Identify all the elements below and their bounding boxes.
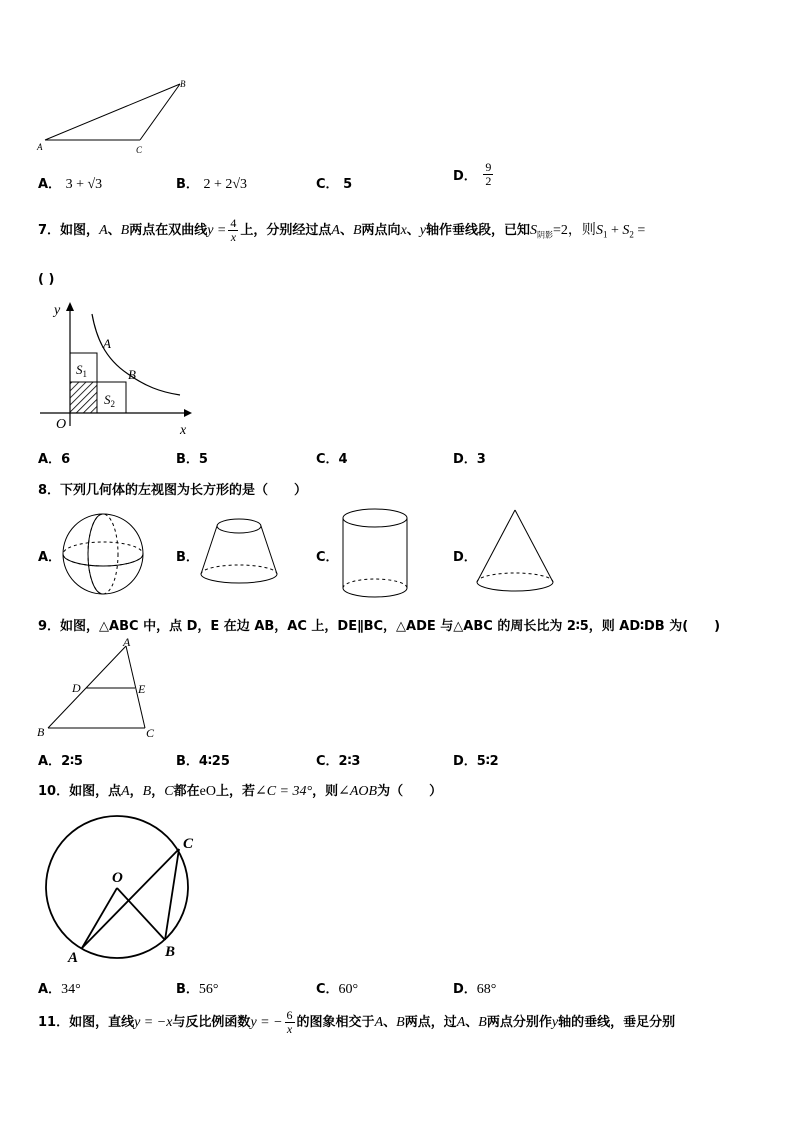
q7-point-a2: A bbox=[331, 223, 340, 238]
q10-label-c: C bbox=[183, 836, 194, 852]
q7-option-d[interactable] bbox=[453, 448, 486, 467]
q10-option-d[interactable] bbox=[453, 978, 496, 998]
q9-option-a-value: 2∶5 bbox=[61, 754, 83, 769]
q7-option-a-label: A． bbox=[38, 452, 62, 467]
q6-option-b-label: B． bbox=[176, 177, 199, 192]
q8-option-a-label[interactable]: A． bbox=[38, 550, 62, 565]
q7-option-b[interactable] bbox=[176, 448, 208, 467]
q7-fig-y-label: y bbox=[54, 303, 61, 318]
q7-fraction bbox=[228, 217, 238, 244]
q10-angle-aob: ∠AOB bbox=[338, 784, 378, 799]
q7-text-5: 轴作垂线段，已知 bbox=[426, 223, 531, 238]
q7-option-c-label: C． bbox=[316, 452, 339, 467]
q7-number: 7． bbox=[38, 223, 61, 238]
q10-circle-symbol: e bbox=[199, 784, 206, 799]
q7-point-a: A bbox=[99, 223, 108, 238]
q7-point-b: B bbox=[120, 223, 130, 238]
q8-option-b-label[interactable]: B． bbox=[176, 550, 199, 565]
q9-option-d-value: 5∶2 bbox=[476, 754, 499, 769]
frustum-figure bbox=[196, 516, 286, 588]
q6-option-d-denominator: 2 bbox=[485, 174, 492, 188]
q7-option-b-value: 5 bbox=[198, 452, 208, 467]
q7-text-3: 上，分别经过点 bbox=[240, 223, 332, 238]
q7-s-shadow: S bbox=[530, 223, 538, 238]
q7-hyperbola-figure bbox=[30, 296, 200, 436]
q7-stem bbox=[38, 216, 758, 251]
q7-frac-den: x bbox=[230, 230, 237, 244]
q6-label-b: B bbox=[180, 79, 186, 89]
q6-option-b[interactable] bbox=[176, 173, 247, 193]
q10-point-a: A bbox=[121, 784, 130, 799]
q11-text-4: 两点，过 bbox=[404, 1015, 457, 1030]
q11-sep2: 、 bbox=[465, 1015, 479, 1030]
q7-s-shadow-sub: 阴影 bbox=[537, 230, 554, 240]
q10-number: 10．如图，点 bbox=[38, 784, 122, 799]
q10-text-5: 为（ ） bbox=[377, 784, 443, 799]
q10-option-d-label: D． bbox=[453, 982, 477, 997]
q7-text-2: 两点在双曲线 bbox=[129, 223, 208, 238]
q11-point-a: A bbox=[374, 1015, 384, 1030]
q11-text-6: 轴的垂线，垂足分别 bbox=[558, 1015, 676, 1030]
q10-text-2: 都在 bbox=[173, 784, 200, 799]
q10-label-a: A bbox=[68, 950, 79, 966]
q10-option-c-label: C． bbox=[316, 982, 339, 997]
q11-point-a2: A bbox=[456, 1015, 466, 1030]
q7-option-a-value: 6 bbox=[61, 452, 71, 467]
q6-triangle-figure bbox=[30, 74, 200, 160]
q10-sep2: ， bbox=[151, 784, 165, 799]
q9-label-c: C bbox=[146, 726, 155, 740]
q9-label-a: A bbox=[123, 636, 131, 649]
q7-fig-b-label: B bbox=[128, 367, 136, 382]
q6-option-d[interactable] bbox=[453, 161, 495, 188]
q7-option-b-label: B． bbox=[176, 452, 199, 467]
q10-point-c: C bbox=[164, 784, 174, 799]
q10-text-3: 上，若 bbox=[215, 784, 255, 799]
q7-fig-x-label: x bbox=[180, 423, 187, 436]
q9-option-a-label: A． bbox=[38, 754, 62, 769]
q10-option-c[interactable] bbox=[316, 978, 358, 998]
q7-text-1: 如图， bbox=[60, 223, 100, 238]
q11-stem bbox=[38, 1008, 768, 1038]
q10-stem bbox=[38, 780, 442, 800]
q8-option-c-label[interactable]: C． bbox=[316, 550, 339, 565]
q6-option-d-fraction bbox=[483, 161, 493, 188]
q7-text-4: 两点向 bbox=[361, 223, 401, 238]
q7-s2: S bbox=[622, 223, 630, 238]
q11-line-eq: y = −x bbox=[134, 1015, 173, 1030]
q7-s1-sub: 1 bbox=[602, 229, 608, 240]
q10-point-b: B bbox=[142, 784, 152, 799]
q10-label-o: O bbox=[112, 870, 123, 886]
q10-circle-o: O bbox=[205, 784, 216, 799]
q7-option-d-value: 3 bbox=[476, 452, 486, 467]
q7-sep: 、 bbox=[107, 223, 121, 238]
q9-option-a[interactable] bbox=[38, 750, 83, 769]
q11-point-b2: B bbox=[478, 1015, 487, 1030]
q7-axis-y: y bbox=[419, 223, 427, 238]
q8-stem: 8．下列几何体的左视图为长方形的是（ ） bbox=[38, 483, 308, 498]
cylinder-figure bbox=[338, 506, 416, 602]
q6-option-b-value: 2 + 2√3 bbox=[203, 177, 248, 192]
q11-text-5: 两点分别作 bbox=[486, 1015, 552, 1030]
q9-triangle-figure bbox=[30, 636, 170, 742]
q10-option-c-value: 60° bbox=[338, 982, 359, 997]
q11-func-lhs: y = − bbox=[250, 1015, 283, 1030]
q11-point-b: B bbox=[396, 1015, 405, 1030]
q11-sep: 、 bbox=[383, 1015, 397, 1030]
q6-label-c: C bbox=[136, 145, 143, 155]
q7-axis-x: x bbox=[400, 223, 407, 238]
q10-option-b[interactable] bbox=[176, 978, 219, 998]
q10-option-a-label: A． bbox=[38, 982, 62, 997]
q7-s2-sub: 2 bbox=[629, 229, 634, 240]
q7-eq2: =2，则 bbox=[553, 223, 596, 238]
q10-sep1: ， bbox=[129, 784, 143, 799]
q11-text-2: 与反比例函数 bbox=[172, 1015, 251, 1030]
q9-stem: 9．如图，△ABC 中，点 D，E 在边 AB，AC 上，DE∥BC，△ADE 与△ABC 的周长比为 2∶5，则 AD∶DB 为( ) bbox=[38, 619, 721, 634]
q7-option-a[interactable] bbox=[38, 448, 70, 467]
q7-s1: S bbox=[595, 223, 603, 238]
q6-option-a[interactable] bbox=[38, 173, 102, 193]
q9-option-c[interactable] bbox=[316, 750, 360, 769]
q11-text-3: 的图象相交于 bbox=[296, 1015, 375, 1030]
q7-eq3: = bbox=[633, 223, 646, 238]
q9-option-d-label: D． bbox=[453, 754, 477, 769]
q9-option-b-label: B． bbox=[176, 754, 199, 769]
q7-fig-o-label: O bbox=[56, 417, 67, 432]
q9-option-b[interactable] bbox=[176, 750, 230, 769]
q9-option-c-label: C． bbox=[316, 754, 339, 769]
q10-text-4: ，则 bbox=[312, 784, 339, 799]
q6-option-a-label: A． bbox=[38, 177, 62, 192]
q9-option-d[interactable] bbox=[453, 750, 499, 769]
q11-axis-y: y bbox=[551, 1015, 559, 1030]
q6-option-d-label: D． bbox=[453, 169, 477, 184]
q7-plus: + bbox=[607, 223, 623, 238]
q10-circle-figure bbox=[30, 812, 210, 972]
q9-option-b-value: 4∶25 bbox=[198, 754, 230, 769]
q7-point-b2: B bbox=[352, 223, 362, 238]
q9-label-d: D bbox=[72, 681, 81, 695]
q9-label-e: E bbox=[138, 682, 146, 696]
q10-option-b-label: B． bbox=[176, 982, 199, 997]
q6-option-d-numerator: 9 bbox=[485, 160, 492, 174]
q11-frac-num: 6 bbox=[286, 1008, 293, 1022]
q7-eq-lhs: y = bbox=[207, 223, 227, 238]
q11-number: 11．如图，直线 bbox=[38, 1015, 135, 1030]
q6-option-c[interactable] bbox=[316, 173, 352, 192]
q7-sep3: 、 bbox=[406, 223, 420, 238]
cone-figure bbox=[472, 506, 562, 596]
q8-option-d-label[interactable]: D． bbox=[453, 550, 477, 565]
q7-fig-s1-label: $S_1$ bbox=[76, 362, 87, 379]
q7-fig-s2-label: $S_2$ bbox=[104, 392, 115, 409]
q7-sep2: 、 bbox=[339, 223, 353, 238]
q10-option-d-value: 68° bbox=[476, 982, 497, 997]
q7-frac-num: 4 bbox=[230, 216, 237, 230]
q7-option-c[interactable] bbox=[316, 448, 348, 467]
q7-fig-a-label: A bbox=[103, 336, 111, 351]
q6-option-c-label: C． bbox=[316, 177, 339, 192]
q9-option-c-value: 2∶3 bbox=[338, 754, 361, 769]
q10-option-a[interactable] bbox=[38, 978, 81, 998]
q7-paren: ( ) bbox=[38, 272, 55, 287]
q10-angle-c: ∠C = 34° bbox=[254, 784, 313, 799]
q6-option-a-value: 3 + √3 bbox=[65, 177, 103, 192]
q6-label-a: A bbox=[37, 142, 43, 152]
q10-label-b: B bbox=[165, 944, 176, 960]
q7-option-d-label: D． bbox=[453, 452, 477, 467]
sphere-figure bbox=[60, 512, 150, 598]
q10-option-a-value: 34° bbox=[61, 982, 81, 997]
q11-frac-den: x bbox=[286, 1022, 293, 1036]
q6-option-c-value: 5 bbox=[343, 177, 353, 192]
q9-label-b: B bbox=[37, 725, 45, 739]
q11-fraction bbox=[285, 1009, 295, 1036]
q7-option-c-value: 4 bbox=[338, 452, 348, 467]
q10-option-b-value: 56° bbox=[198, 982, 219, 997]
